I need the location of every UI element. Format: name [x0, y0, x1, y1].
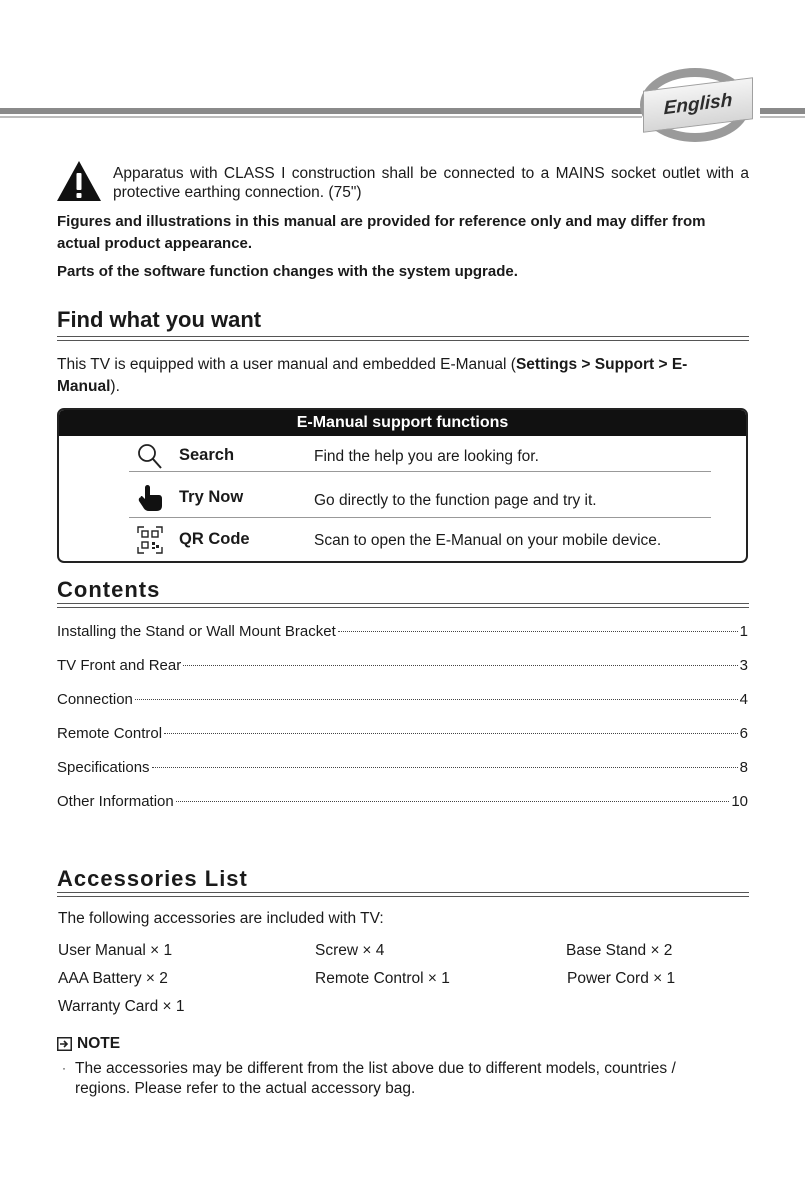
toc-item[interactable]: [57, 793, 748, 813]
emanual-row-divider: [129, 517, 711, 518]
toc-item-page: 10: [731, 793, 748, 810]
toc-leader-dots: [338, 631, 738, 632]
note-bullet: ·: [62, 1061, 66, 1075]
emanual-functions-box: [57, 408, 748, 563]
language-badge-label: English: [663, 89, 733, 120]
toc-item-title: Other Information: [57, 793, 174, 810]
emanual-row-divider: [129, 471, 711, 472]
accessory-item: Warranty Card × 1: [58, 998, 185, 1015]
toc-leader-dots: [183, 665, 737, 666]
toc-item[interactable]: [57, 623, 748, 643]
header-band-right-thin: [760, 116, 805, 118]
qr-code-icon: [137, 526, 163, 554]
emanual-row-desc: Go directly to the function page and try it.: [314, 492, 597, 509]
find-section-title: Find what you want: [57, 307, 262, 332]
accessory-item: Screw × 4: [315, 942, 385, 959]
toc-leader-dots: [164, 733, 738, 734]
accessories-intro: The following accessories are included with TV:: [58, 910, 384, 927]
accessories-section-rule: [57, 892, 749, 897]
warning-text: Apparatus with CLASS I construction shall be connected to a MAINS socket outlet with a protective earthing connection. (75"): [113, 165, 749, 201]
warning-icon: [56, 160, 102, 202]
find-intro: [57, 354, 747, 398]
note-icon: [57, 1037, 72, 1051]
find-intro-path: Settings > Support > E-Manual: [57, 356, 688, 395]
hand-pointer-icon: [137, 484, 163, 512]
toc-item-page: 3: [739, 657, 748, 674]
figures-notice: Figures and illustrations in this manual are provided for reference only and may differ from actual product appearance.: [57, 213, 706, 252]
toc-item-title: Connection: [57, 691, 133, 708]
find-intro-prefix: This TV is equipped with a user manual and embedded E-Manual (: [57, 356, 516, 373]
toc-item-page: 4: [739, 691, 748, 708]
accessory-item: User Manual × 1: [58, 942, 173, 959]
accessory-item: Base Stand × 2: [566, 942, 673, 959]
header-band-left-thin: [0, 116, 642, 118]
emanual-row-qr-code: [129, 520, 709, 562]
emanual-row-desc: Scan to open the E-Manual on your mobile device.: [314, 532, 662, 549]
toc-item-title: Installing the Stand or Wall Mount Bracket: [57, 623, 336, 640]
note-text: The accessories may be different from the list above due to different models, countries / regions. Please refer to the actual accessory bag.: [75, 1060, 676, 1097]
contents-section-title: Contents: [57, 577, 161, 602]
accessories-section-title: Accessories List: [57, 866, 248, 891]
emanual-row-desc: Find the help you are looking for.: [314, 448, 539, 465]
emanual-functions-header: E-Manual support functions: [59, 410, 746, 436]
emanual-row-try-now: [129, 478, 709, 520]
find-section-rule: [57, 336, 749, 341]
toc-item[interactable]: [57, 691, 748, 711]
accessory-item: Power Cord × 1: [567, 970, 676, 987]
toc-item-title: Specifications: [57, 759, 150, 776]
note-label: NOTE: [77, 1035, 121, 1052]
accessory-item: AAA Battery × 2: [58, 970, 168, 987]
emanual-row-name: Try Now: [179, 488, 244, 506]
toc-leader-dots: [152, 767, 738, 768]
toc-item-title: Remote Control: [57, 725, 163, 742]
toc-item-page: 6: [739, 725, 748, 742]
header-band-left: [0, 108, 642, 114]
toc-item-title: TV Front and Rear: [57, 657, 182, 674]
toc-item-page: 1: [739, 623, 748, 640]
toc-item[interactable]: [57, 657, 748, 677]
contents-section-rule: [57, 603, 749, 608]
header-band-right: [760, 108, 805, 114]
find-intro-suffix: ).: [110, 378, 120, 395]
toc-item-page: 8: [739, 759, 748, 776]
software-notice: Parts of the software function changes with the system upgrade.: [57, 263, 518, 280]
emanual-row-name: Search: [179, 446, 235, 464]
toc-item[interactable]: [57, 759, 748, 779]
emanual-row-name: QR Code: [179, 530, 250, 548]
search-icon: [137, 442, 163, 470]
toc-leader-dots: [135, 699, 738, 700]
accessory-item: Remote Control × 1: [315, 970, 450, 987]
toc-item[interactable]: [57, 725, 748, 745]
toc-leader-dots: [176, 801, 730, 802]
